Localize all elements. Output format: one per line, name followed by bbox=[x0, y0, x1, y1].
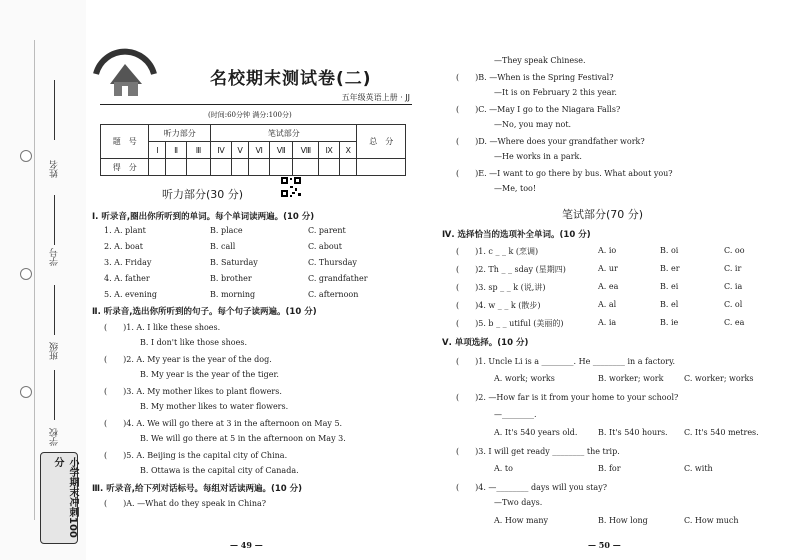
header-writing: 笔试部分 bbox=[211, 125, 357, 142]
qr-code-icon[interactable] bbox=[280, 176, 302, 198]
brand-text: 小学期末冲刺100分 bbox=[52, 457, 78, 538]
option-cell[interactable]: C. ir bbox=[724, 264, 742, 273]
option-cell[interactable]: A. to bbox=[494, 464, 513, 473]
question-cell: ( )2. Th _ _ sday (星期四) bbox=[456, 265, 566, 274]
option-cell[interactable]: A. How many bbox=[494, 516, 549, 525]
section-2-heading: Ⅱ. 听录音,选出你所听到的句子。每个句子读两遍。(10 分) bbox=[92, 307, 317, 317]
roman-cell: Ⅸ bbox=[319, 142, 340, 159]
option-cell[interactable]: 5. A. evening bbox=[104, 290, 158, 299]
section-5-heading: Ⅴ. 单项选择。(10 分) bbox=[442, 338, 529, 348]
option-cell[interactable]: C. afternoon bbox=[308, 290, 359, 299]
grade-label: 五年级英语上册 · JJ bbox=[341, 93, 410, 102]
score-table bbox=[100, 124, 406, 176]
option-cell[interactable]: A. al bbox=[598, 300, 617, 309]
section-4-heading: Ⅳ. 选择恰当的选项补全单词。(10 分) bbox=[442, 230, 591, 240]
option-cell[interactable]: B. ie bbox=[660, 318, 679, 327]
house-logo-icon bbox=[90, 40, 160, 100]
number-label: 学号 bbox=[50, 248, 60, 266]
listening-section-title: 听力部分(30 分) bbox=[162, 188, 244, 201]
section-3-heading: Ⅲ. 听录音,给下列对话标号。每组对话读两遍。(10 分) bbox=[92, 484, 303, 494]
school-line bbox=[54, 370, 55, 420]
option-cell[interactable]: C. Thursday bbox=[308, 258, 357, 267]
question-cell: ( )4. w _ _ k (散步) bbox=[456, 301, 541, 310]
header-question-no: 题 号 bbox=[101, 125, 149, 159]
score-cell[interactable] bbox=[186, 159, 210, 176]
dialog-line: ( )E. —I want to go there by bus. What about you? bbox=[456, 169, 673, 178]
dialog-line: ( )C. —May I go to the Niagara Falls? bbox=[456, 105, 621, 114]
option-cell[interactable]: B. place bbox=[210, 226, 243, 235]
page-number-left: — 49 — bbox=[230, 540, 263, 550]
dialog-line: —He works in a park. bbox=[494, 152, 582, 161]
score-cell[interactable] bbox=[270, 159, 293, 176]
option-cell[interactable]: C. ia bbox=[724, 282, 743, 291]
option-cell[interactable]: B. for bbox=[598, 464, 621, 473]
question-line: ( )4. —________ days will you stay? bbox=[456, 483, 608, 492]
question-cell: ( )3. sp _ _ k (说,讲) bbox=[456, 283, 546, 292]
question-line: ( )1. Uncle Li is a ________. He ________ in a factory. bbox=[456, 357, 676, 366]
dialog-line: ( )A. —What do they speak in China? bbox=[104, 499, 267, 508]
option-cell[interactable]: C. with bbox=[684, 464, 713, 473]
roman-cell: Ⅹ bbox=[339, 142, 357, 159]
option-cell[interactable]: B. er bbox=[660, 264, 680, 273]
option-cell[interactable]: B. ei bbox=[660, 282, 679, 291]
page-number-right: — 50 — bbox=[588, 540, 621, 550]
option-cell[interactable]: C. parent bbox=[308, 226, 346, 235]
option-line: B. Ottawa is the capital city of Canada. bbox=[140, 466, 299, 475]
punch-hole bbox=[20, 150, 32, 162]
option-cell[interactable]: C. ea bbox=[724, 318, 745, 327]
number-line bbox=[54, 195, 55, 245]
score-cell[interactable] bbox=[211, 159, 232, 176]
option-cell[interactable]: C. ol bbox=[724, 300, 743, 309]
question-line: ( )5. A. Beijing is the capital city of China. bbox=[104, 451, 288, 460]
option-cell[interactable]: C. worker; works bbox=[684, 374, 754, 383]
option-cell[interactable]: B. brother bbox=[210, 274, 252, 283]
punch-hole bbox=[20, 268, 32, 280]
option-cell[interactable]: C. oo bbox=[724, 246, 745, 255]
reply-line: —Two days. bbox=[494, 498, 543, 507]
score-cell[interactable] bbox=[166, 159, 187, 176]
option-cell[interactable]: A. io bbox=[598, 246, 617, 255]
answer-blank[interactable]: —________. bbox=[494, 410, 537, 419]
name-label: 姓名 bbox=[50, 160, 60, 178]
roman-cell: Ⅰ bbox=[149, 142, 166, 159]
question-line: ( )4. A. We will go there at 3 in the afternoon on May 5. bbox=[104, 419, 343, 428]
binding-spine bbox=[0, 0, 86, 560]
option-line: B. I don't like those shoes. bbox=[140, 338, 247, 347]
score-cell[interactable] bbox=[293, 159, 319, 176]
option-line: B. My year is the year of the tiger. bbox=[140, 370, 279, 379]
class-line bbox=[54, 285, 55, 335]
dialog-line: —They speak Chinese. bbox=[494, 56, 586, 65]
roman-cell: Ⅵ bbox=[249, 142, 270, 159]
question-cell: ( )5. b _ _ utiful (美丽的) bbox=[456, 319, 564, 328]
question-line: ( )2. A. My year is the year of the dog. bbox=[104, 355, 272, 364]
dialog-line: —No, you may not. bbox=[494, 120, 572, 129]
class-label: 班级 bbox=[50, 342, 60, 360]
option-cell[interactable]: B. Saturday bbox=[210, 258, 258, 267]
score-cell[interactable] bbox=[231, 159, 249, 176]
punch-hole bbox=[20, 386, 32, 398]
option-cell[interactable]: B. call bbox=[210, 242, 236, 251]
question-line: ( )2. —How far is it from your home to your school? bbox=[456, 393, 679, 402]
option-cell[interactable]: B. How long bbox=[598, 516, 648, 525]
score-cell[interactable] bbox=[249, 159, 270, 176]
option-line: B. We will go there at 5 in the afternoon on May 3. bbox=[140, 434, 346, 443]
option-cell[interactable]: A. ia bbox=[598, 318, 617, 327]
score-cell[interactable] bbox=[149, 159, 166, 176]
name-line bbox=[54, 80, 55, 140]
question-line: ( )1. A. I like these shoes. bbox=[104, 323, 221, 332]
spine-divider bbox=[34, 40, 35, 520]
title-rule bbox=[100, 104, 412, 105]
option-cell[interactable]: 1. A. plant bbox=[104, 226, 146, 235]
dialog-line: —Me, too! bbox=[494, 184, 537, 193]
dialog-line: ( )D. —Where does your grandfather work? bbox=[456, 137, 645, 146]
school-label: 学校 bbox=[50, 428, 60, 446]
option-cell[interactable]: A. work; works bbox=[494, 374, 555, 383]
time-info: (时间:60分钟 满分:100分) bbox=[208, 111, 292, 119]
right-page bbox=[438, 0, 790, 560]
question-line: ( )3. A. My mother likes to plant flowers. bbox=[104, 387, 282, 396]
option-cell[interactable]: C. How much bbox=[684, 516, 739, 525]
brand-badge bbox=[40, 452, 78, 544]
header-total: 总 分 bbox=[357, 125, 406, 159]
option-cell[interactable]: B. morning bbox=[210, 290, 256, 299]
score-cell[interactable] bbox=[357, 159, 406, 176]
header-listening: 听力部分 bbox=[149, 125, 211, 142]
option-cell[interactable]: B. el bbox=[660, 300, 679, 309]
roman-cell: Ⅷ bbox=[293, 142, 319, 159]
option-cell[interactable]: 3. A. Friday bbox=[104, 258, 152, 267]
score-cell[interactable] bbox=[319, 159, 340, 176]
option-cell[interactable]: A. It's 540 years old. bbox=[494, 428, 578, 437]
dialog-line: —It is on February 2 this year. bbox=[494, 88, 617, 97]
score-cell[interactable] bbox=[339, 159, 357, 176]
option-cell[interactable]: 2. A. boat bbox=[104, 242, 143, 251]
option-cell[interactable]: C. about bbox=[308, 242, 342, 251]
option-cell[interactable]: C. grandfather bbox=[308, 274, 368, 283]
option-cell[interactable]: B. worker; work bbox=[598, 374, 664, 383]
roman-cell: Ⅳ bbox=[211, 142, 232, 159]
option-cell[interactable]: C. It's 540 metres. bbox=[684, 428, 759, 437]
roman-cell: Ⅲ bbox=[186, 142, 210, 159]
option-cell[interactable]: 4. A. father bbox=[104, 274, 150, 283]
dialog-line: ( )B. —When is the Spring Festival? bbox=[456, 73, 614, 82]
left-page bbox=[90, 0, 418, 560]
writing-section-title: 笔试部分(70 分) bbox=[562, 208, 644, 221]
page-title: 名校期末测试卷(二) bbox=[210, 69, 372, 89]
roman-cell: Ⅶ bbox=[270, 142, 293, 159]
option-cell[interactable]: B. oi bbox=[660, 246, 679, 255]
roman-cell: Ⅴ bbox=[231, 142, 249, 159]
score-row-label: 得 分 bbox=[101, 159, 149, 176]
option-cell[interactable]: B. It's 540 hours. bbox=[598, 428, 668, 437]
option-cell[interactable]: A. ur bbox=[598, 264, 618, 273]
option-line: B. My mother likes to water flowers. bbox=[140, 402, 289, 411]
question-line: ( )3. I will get ready ________ the trip. bbox=[456, 447, 620, 456]
roman-cell: Ⅱ bbox=[166, 142, 187, 159]
section-1-heading: Ⅰ. 听录音,圈出你所听到的单词。每个单词读两遍。(10 分) bbox=[92, 212, 315, 222]
question-cell: ( )1. c _ _ k (烹调) bbox=[456, 247, 539, 256]
option-cell[interactable]: A. ea bbox=[598, 282, 619, 291]
